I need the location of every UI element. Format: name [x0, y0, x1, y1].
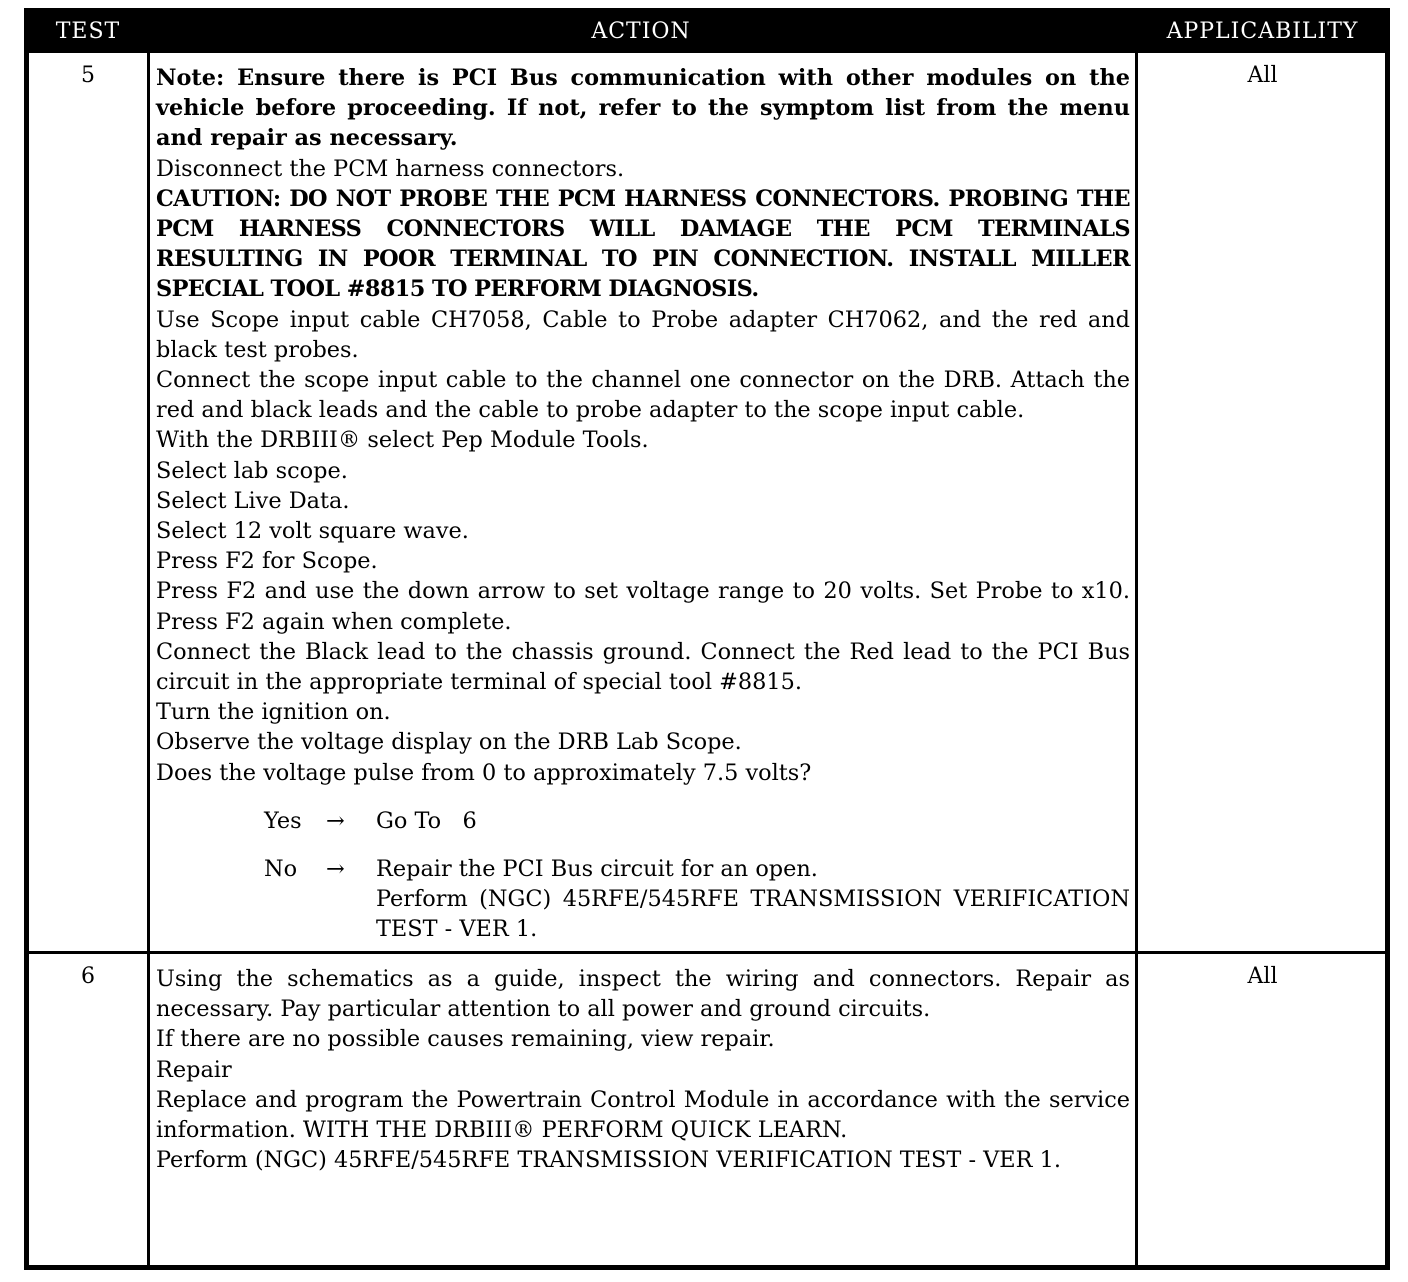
step-text: Select 12 volt square wave. [156, 518, 469, 545]
note-text: Note: Ensure there is PCI Bus communication with other modules on the vehicle before proceeding. If not, refer to the symptom list from the menu and repair as necessary. [156, 65, 1130, 152]
header-applicability: APPLICABILITY [1166, 19, 1359, 44]
step-text: If there are no possible causes remaining, view repair. [156, 1026, 775, 1053]
action-cell [156, 63, 1130, 945]
repair-text: Perform (NGC) 45RFE/545RFE TRANSMISSION VERIFICATION TEST - VER 1. [156, 1147, 1061, 1174]
test-number: 6 [81, 964, 95, 989]
step-text: Use Scope input cable CH7058, Cable to Probe adapter CH7062, and the red and black test probes. [156, 306, 1130, 363]
diagnostic-table [24, 8, 1390, 1270]
step-text: Does the voltage pulse from 0 to approximately 7.5 volts? [156, 759, 812, 786]
arrow-icon: → [326, 807, 345, 834]
step-text: Select Live Data. [156, 487, 350, 514]
repair-text: Replace and program the Powertrain Control Module in accordance with the service information. WITH THE DRBIII® PERFORM QUICK LEARN. [156, 1086, 1130, 1144]
answer-yes [156, 806, 1130, 836]
no-label: No [264, 856, 298, 883]
no-result [376, 854, 1130, 945]
action-cell [156, 964, 1130, 1175]
step-text: Connect the Black lead to the chassis ground. Connect the Red lead to the PCI Bus circuit in the appropriate terminal of special tool #8815. [156, 638, 1130, 696]
arrow-icon: → [326, 856, 345, 883]
step-text: With the DRBIII® select Pep Module Tools. [156, 427, 649, 454]
table-header [29, 13, 1385, 53]
step-text: Connect the scope input cable to the channel one connector on the DRB. Attach the red and black leads and the cable to probe adapter to the scope input cable. [156, 367, 1130, 424]
step-text: Press F2 for Scope. [156, 548, 378, 575]
no-result-line: Perform (NGC) 45RFE/545RFE TRANSMISSION VERIFICATION TEST - VER 1. [376, 886, 1130, 943]
header-action: ACTION [591, 19, 691, 44]
caution-text: CAUTION: DO NOT PROBE THE PCM HARNESS CONNECTORS. PROBING THE PCM HARNESS CONNECTORS WILL DAMAGE THE PCM TERMINALS RESULTING IN POOR TERMINAL TO PIN CONNECTION. INSTALL MILLER SPECIAL TOOL #8815 TO PERFORM DIAGNOSIS. [156, 185, 1130, 303]
step-text: Press F2 and use the down arrow to set voltage range to 20 volts. Set Probe to x10. Press F2 again when complete. [156, 578, 1130, 635]
step-text: Turn the ignition on. [156, 699, 391, 726]
step-text: Observe the voltage display on the DRB Lab Scope. [156, 729, 742, 756]
yes-label: Yes [264, 807, 302, 834]
step-text: Disconnect the PCM harness connectors. [156, 155, 625, 182]
step-text: Using the schematics as a guide, inspect the wiring and connectors. Repair as necessary. Pay particular attention to all power and ground circuits. [156, 966, 1130, 1023]
applicability-value: All [1247, 964, 1278, 989]
yes-result: Go To 6 [376, 807, 477, 834]
no-result-line: Repair the PCI Bus circuit for an open. [376, 856, 818, 883]
header-test: TEST [55, 19, 121, 44]
applicability-value: All [1247, 63, 1278, 88]
table-row [29, 954, 1385, 1270]
repair-label: Repair [156, 1056, 232, 1083]
test-number: 5 [81, 63, 95, 88]
answer-no [156, 854, 1130, 945]
table-row [29, 53, 1385, 951]
step-text: Select lab scope. [156, 457, 348, 484]
